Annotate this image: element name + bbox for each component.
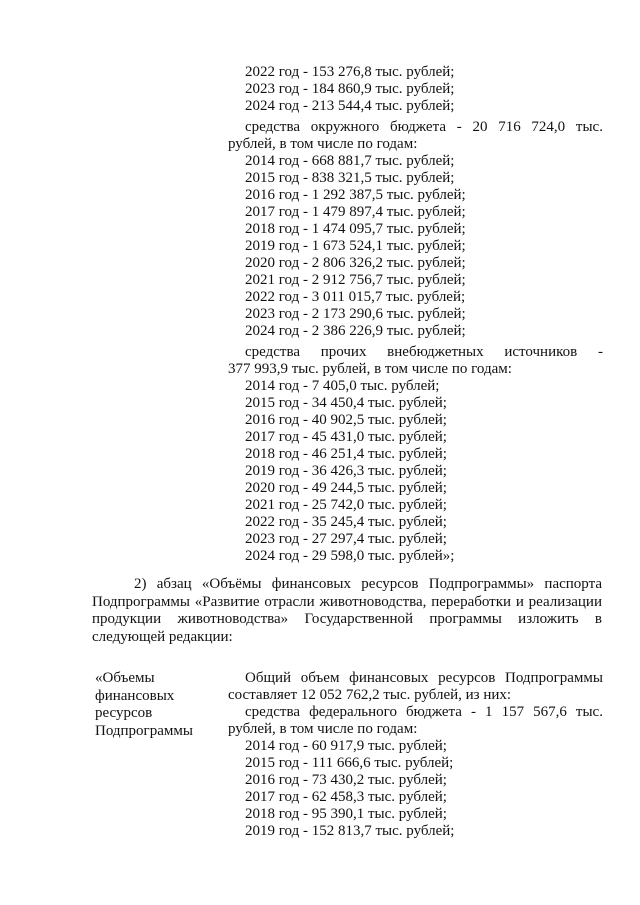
year-line: 2024 год - 29 598,0 тыс. рублей»;: [245, 548, 455, 564]
total-volume-line: [245, 670, 603, 687]
year-line: 2023 год - 2 173 290,6 тыс. рублей;: [245, 306, 466, 322]
other-sources-continuation: 377 993,9 тыс. рублей, в том числе по годам:: [228, 361, 512, 377]
year-line: 2022 год - 35 245,4 тыс. рублей;: [245, 514, 447, 530]
year-line: 2024 год - 2 386 226,9 тыс. рублей;: [245, 323, 466, 339]
word: 157: [501, 704, 525, 720]
year-line: 2017 год - 62 458,3 тыс. рублей;: [245, 789, 447, 805]
year-line: 2021 год - 2 912 756,7 тыс. рублей;: [245, 272, 466, 288]
word: источников: [504, 344, 578, 360]
federal-budget-line: [245, 704, 603, 721]
year-line: 2019 год - 1 673 524,1 тыс. рублей;: [245, 238, 466, 254]
word: 716: [498, 119, 521, 135]
year-line: 2014 год - 7 405,0 тыс. рублей;: [245, 378, 440, 394]
year-line: 2022 год - 153 276,8 тыс. рублей;: [245, 64, 455, 80]
year-line: 2018 год - 1 474 095,7 тыс. рублей;: [245, 221, 466, 237]
word: прочих: [320, 344, 367, 360]
okrug-budget-line: [245, 119, 603, 136]
word: финансовых: [349, 670, 429, 686]
total-volume-continuation: составляет 12 052 762,2 тыс. рублей, из них:: [228, 687, 512, 703]
year-line: 2019 год - 152 813,7 тыс. рублей;: [245, 823, 455, 839]
word: тыс.: [575, 119, 603, 135]
year-line: 2018 год - 95 390,1 тыс. рублей;: [245, 806, 447, 822]
year-line: 2015 год - 34 450,4 тыс. рублей;: [245, 395, 447, 411]
label-line: Подпрограммы: [95, 722, 193, 739]
okrug-budget-continuation: рублей, в том числе по годам:: [228, 136, 418, 152]
word: 724,0: [531, 119, 566, 135]
year-line: 2018 год - 46 251,4 тыс. рублей;: [245, 446, 447, 462]
year-line: 2016 год - 40 902,5 тыс. рублей;: [245, 412, 447, 428]
word: Подпрограммы: [505, 670, 603, 686]
word: бюджета: [390, 119, 446, 135]
label-line: ресурсов: [95, 705, 153, 721]
year-line: 2017 год - 45 431,0 тыс. рублей;: [245, 429, 447, 445]
year-line: 2020 год - 49 244,5 тыс. рублей;: [245, 480, 447, 496]
word: 1: [485, 704, 493, 720]
federal-budget-continuation: рублей, в том числе по годам:: [228, 721, 418, 737]
word: тыс.: [575, 704, 603, 720]
word: -: [597, 344, 603, 360]
word: средства: [245, 119, 301, 135]
year-line: 2019 год - 36 426,3 тыс. рублей;: [245, 463, 447, 479]
year-line: 2021 год - 25 742,0 тыс. рублей;: [245, 497, 447, 513]
year-line: 2016 год - 1 292 387,5 тыс. рублей;: [245, 187, 466, 203]
amendment-paragraph: 2) абзац «Объёмы финансовых ресурсов Подпрограммы» паспорта Подпрограммы «Развитие отрасли животноводства, переработки и реализации продукции животноводства» Государственной программы изложить в следующей редакции:: [92, 576, 602, 645]
word: федерального: [309, 704, 397, 720]
word: средства: [245, 344, 301, 360]
year-line: 2016 год - 73 430,2 тыс. рублей;: [245, 772, 447, 788]
year-line: 2015 год - 111 666,6 тыс. рублей;: [245, 755, 454, 771]
year-line: 2020 год - 2 806 326,2 тыс. рублей;: [245, 255, 466, 271]
other-sources-line: [245, 344, 603, 361]
year-line: 2017 год - 1 479 897,4 тыс. рублей;: [245, 204, 466, 220]
word: окружного: [310, 119, 380, 135]
word: -: [456, 119, 462, 135]
word: бюджета: [406, 704, 462, 720]
year-line: 2023 год - 184 860,9 тыс. рублей;: [245, 81, 455, 97]
word: внебюджетных: [387, 344, 484, 360]
year-line: 2014 год - 60 917,9 тыс. рублей;: [245, 738, 447, 754]
year-line: 2014 год - 668 881,7 тыс. рублей;: [245, 153, 455, 169]
word: объем: [300, 670, 340, 686]
word: ресурсов: [438, 670, 496, 686]
word: 567,6: [533, 704, 567, 720]
word: 20: [472, 119, 488, 135]
word: Общий: [245, 670, 292, 686]
label-line: «Объемы: [95, 670, 155, 686]
year-line: 2015 год - 838 321,5 тыс. рублей;: [245, 170, 455, 186]
year-line: 2022 год - 3 011 015,7 тыс. рублей;: [245, 289, 466, 305]
year-line: 2023 год - 27 297,4 тыс. рублей;: [245, 531, 447, 547]
year-line: 2024 год - 213 544,4 тыс. рублей;: [245, 98, 455, 114]
word: средства: [245, 704, 301, 720]
label-line: финансовых: [95, 687, 175, 704]
table-label-cell: [95, 670, 215, 740]
word: -: [470, 704, 476, 720]
